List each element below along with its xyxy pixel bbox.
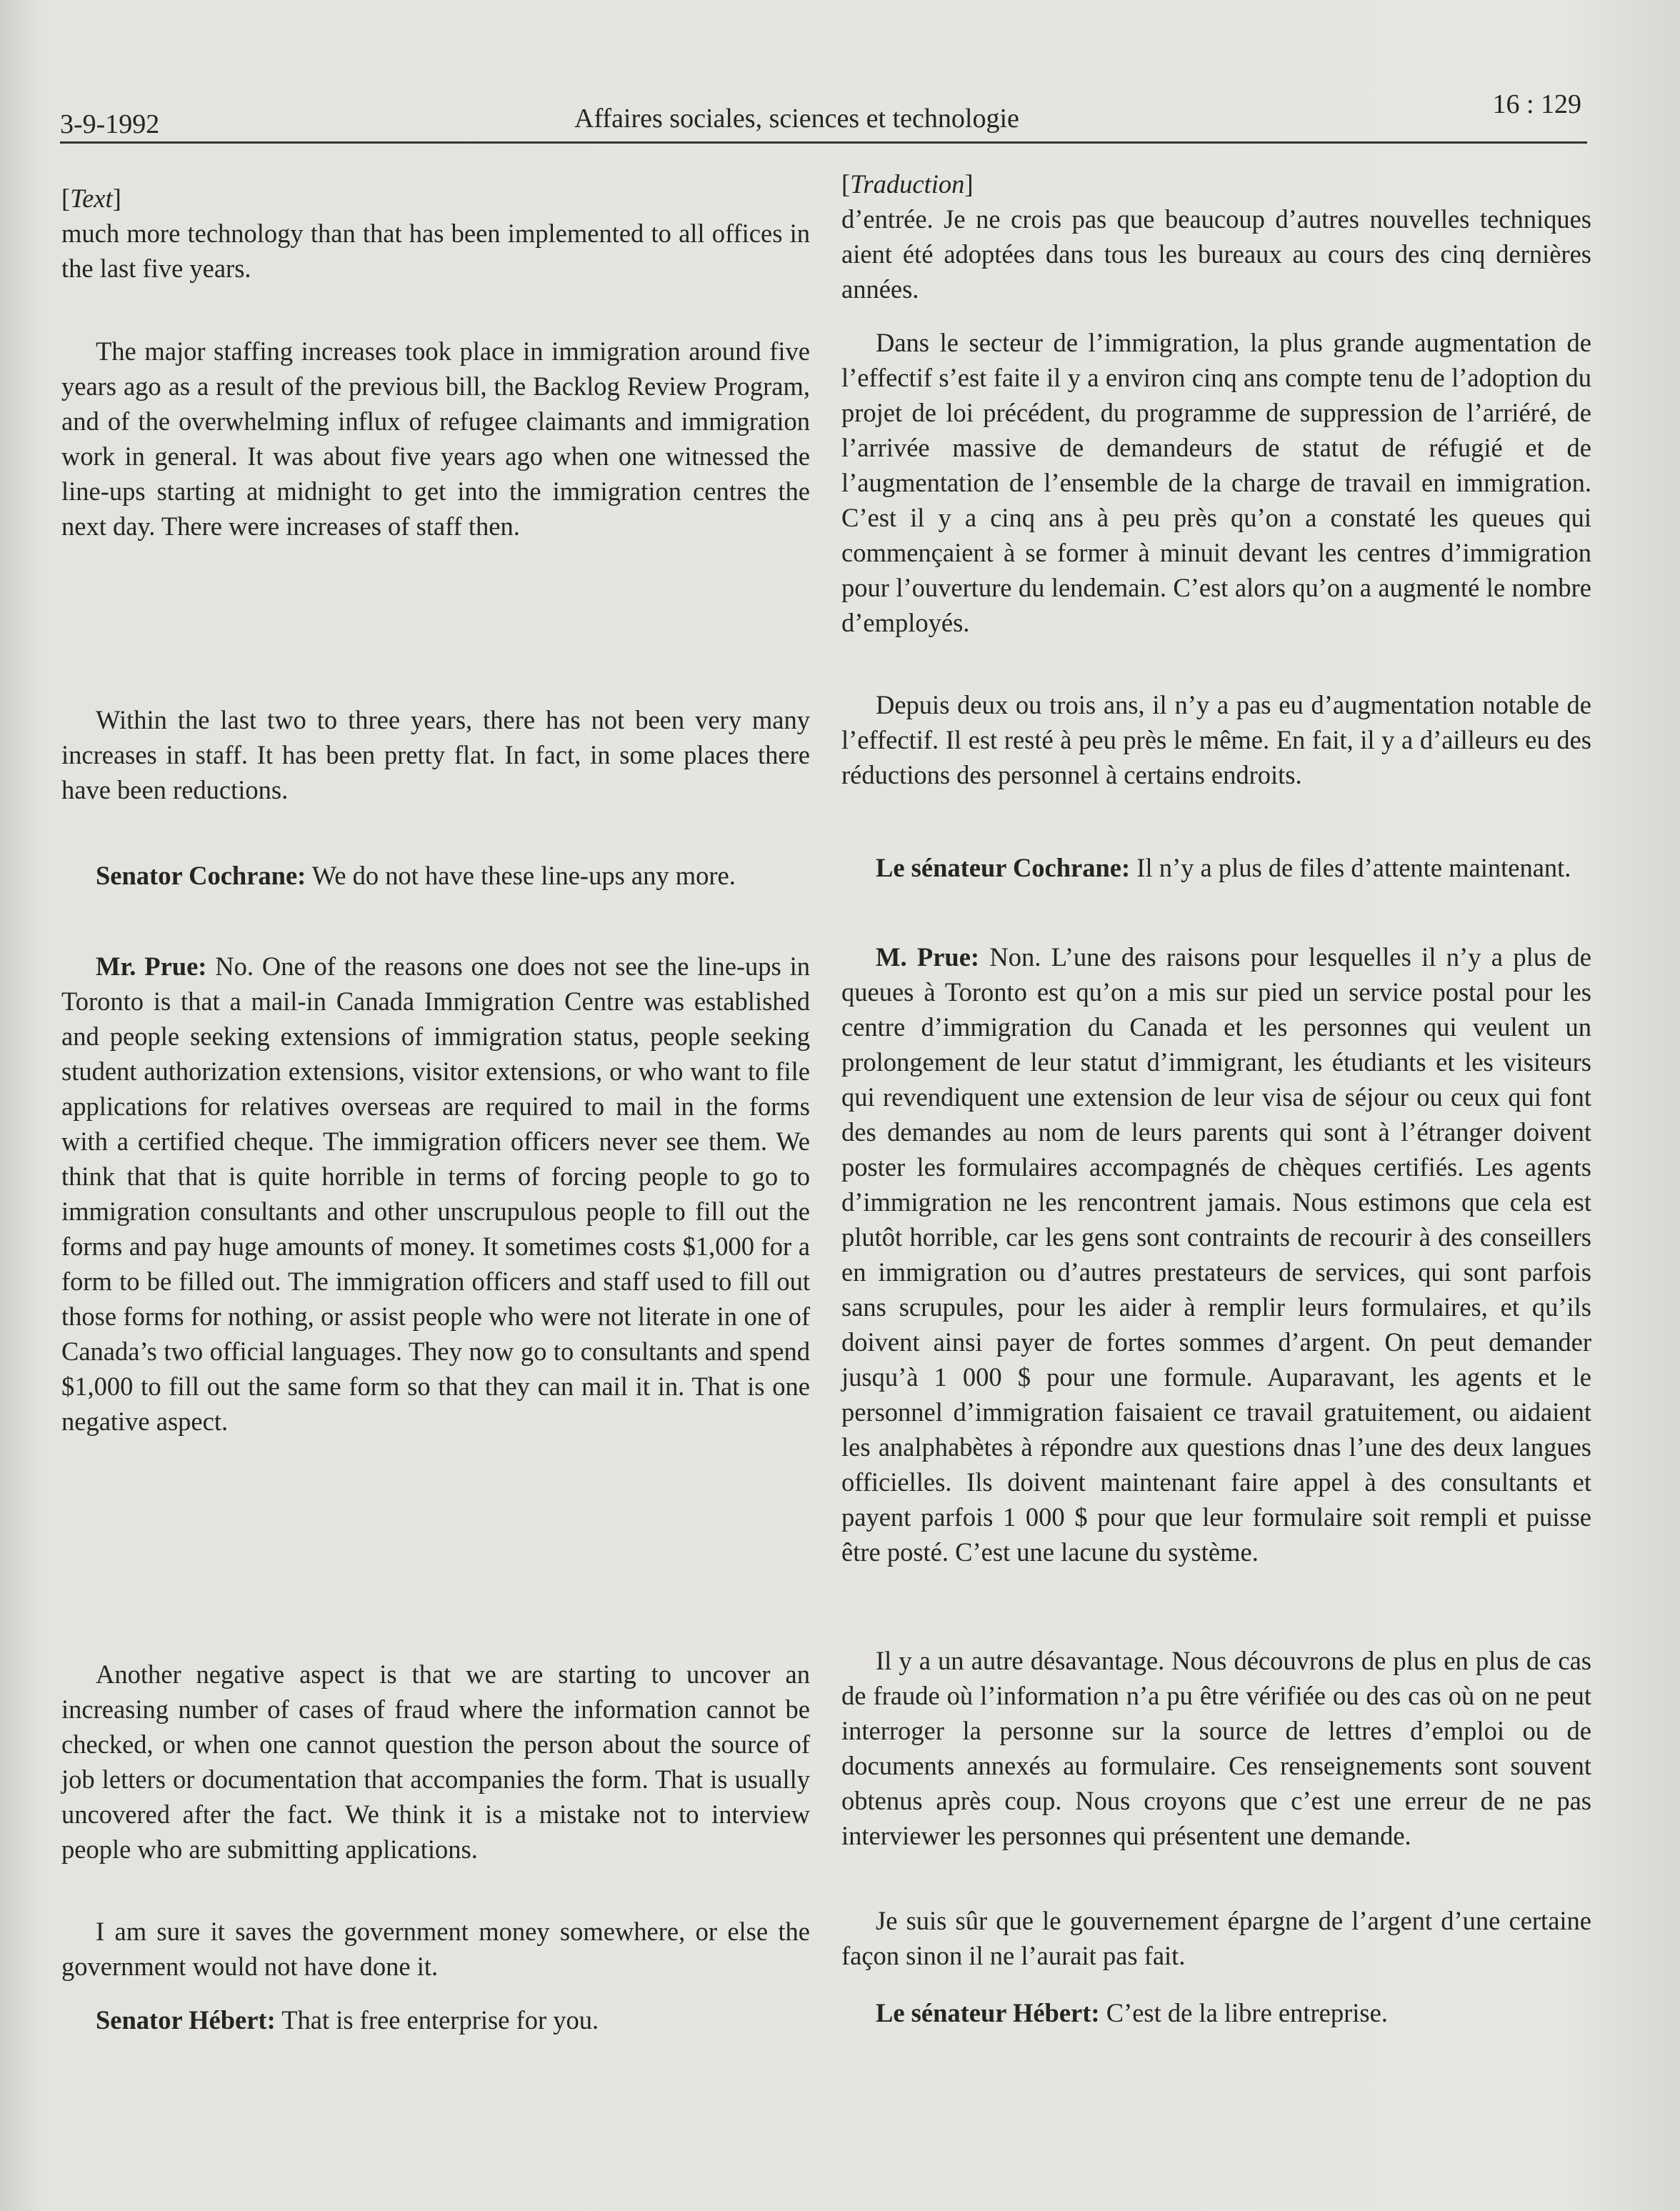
right-column-label: Traduction: [850, 169, 965, 199]
right-paragraph-2: [841, 325, 1591, 640]
speaker-prue-en: Mr. Prue:: [96, 952, 207, 981]
right-p4-text: Il n’y a plus de files d’attente maintenant.: [1130, 853, 1571, 882]
right-p7-text: Je suis sûr que le gouvernement épargne de l’argent d’une certaine façon sinon il ne l’aurait pas fait.: [841, 1906, 1591, 1970]
right-paragraph-3: [841, 687, 1591, 792]
left-paragraph-4: [61, 858, 810, 893]
speaker-hebert-fr: Le sénateur Hébert:: [876, 1998, 1100, 2027]
left-p2-text: The major staffing increases took place in immigration around five years ago as a result of the previous bill, the Backlog Review Program, and of the overwhelming influx of refugee claimants and immigration work in general. It was about five years ago when one witnessed the line-ups starting at midnight to get into the immigration centres the next day. There were increases of staff then.: [61, 336, 810, 541]
right-paragraph-8: [841, 1995, 1591, 2030]
left-paragraph-7: [61, 1914, 810, 1984]
left-p4-text: We do not have these line-ups any more.: [306, 861, 736, 890]
right-paragraph-4: [841, 850, 1591, 885]
right-paragraph-7: [841, 1903, 1591, 1973]
right-label-block: [Traduction]: [841, 169, 974, 199]
speaker-cochrane-en: Senator Cochrane:: [96, 861, 306, 890]
header-title: Affaires sociales, sciences et technologie: [574, 104, 1019, 134]
left-paragraph-8: [61, 2002, 810, 2037]
right-p6-text: Il y a un autre désavantage. Nous découvrons de plus en plus de cas de fraude où l’information n’a pu être vérifiée ou des cas où on ne peut interroger la personne sur la source de lettres d’emploi ou de documents annexés au formulaire. Ces renseignements sont souvent obtenus après coup. Nous croyons que c’est une erreur de ne pas interviewer les personnes qui présentent une demande.: [841, 1646, 1591, 1850]
speaker-cochrane-fr: Le sénateur Cochrane:: [876, 853, 1131, 882]
left-paragraph-5: [61, 949, 810, 1439]
right-paragraph-1: [841, 201, 1591, 306]
speaker-hebert-en: Senator Hébert:: [96, 2005, 276, 2035]
header-page-number: 16 : 129: [1492, 89, 1581, 119]
right-p3-text: Depuis deux ou trois ans, il n’y a pas eu d’augmentation notable de l’effectif. Il est resté à peu près le même. En fait, il y a d’ailleurs eu des réductions des personnel à certains endroits.: [841, 690, 1591, 789]
right-p2-text: Dans le secteur de l’immigration, la plus grande augmentation de l’effectif s’est faite il y a environ cinq ans compte tenu de l’adoption du projet de loi précédent, du programme de suppression de l’arriéré, de l’arrivée massive de demandeurs de statut de réfugié et de l’augmentation de l’ensemble de la charge de travail en immigration. C’est il y a cinq ans à peu près qu’on a constaté les queues qui commençaient à se former à minuit devant les centres d’immigration pour l’ouverture du lendemain. C’est alors qu’on a augmenté le nombre d’employés.: [841, 328, 1591, 637]
left-p8-text: That is free enterprise for you.: [275, 2005, 599, 2035]
left-paragraph-1: [61, 216, 810, 286]
left-paragraph-2: [61, 334, 810, 544]
right-p5-text: Non. L’une des raisons pour lesquelles il n’y a plus de queues à Toronto est qu’on a mis sur pied un service postal pour les centre d’immigration du Canada et les personnes qui veulent un prolongement de leur statut d’immigrant, les étudiants et les visiteurs qui revendiquent une extension de leur visa de séjour ou ceux qui font des demandes au nom de leurs parents qui sont à l’étranger doivent poster les formulaires accompagnés de chèques certifiés. Les agents d’immigration ne les rencontrent jamais. Nous estimons que cela est plutôt horrible, car les gens sont contraints de recourir à des conseillers en immigration ou d’autres prestateurs de services, qui sont parfois sans scrupules, pour les aider à remplir leurs formulaires, et qu’ils doivent ainsi payer de fortes sommes d’argent. On peut demander jusqu’à 1 000 $ pour une formule. Auparavant, les agents et le personnel d’immigration faisaient ce travail gratuitement, ou aidaient les analphabètes à répondre aux questions dnas l’une des deux langues officielles. Ils doivent maintenant faire appel à des consultants et payent parfois 1 000 $ pour que leur formulaire soit rempli et puisse être posté. C’est une lacune du système.: [841, 942, 1591, 1567]
page-header: [60, 84, 1587, 144]
right-paragraph-6: [841, 1643, 1591, 1853]
speaker-prue-fr: M. Prue:: [876, 942, 980, 972]
right-p8-text: C’est de la libre entreprise.: [1099, 1998, 1388, 2027]
left-paragraph-3: [61, 702, 810, 807]
left-label-block: [Text]: [61, 184, 121, 213]
right-p1-text: d’entrée. Je ne crois pas que beaucoup d’autres nouvelles techniques aient été adoptées dans tous les bureaux au cours des cinq dernières années.: [841, 204, 1591, 304]
left-paragraph-6: [61, 1657, 810, 1867]
left-p5-text: No. One of the reasons one does not see the line-ups in Toronto is that a mail-in Canada Immigration Centre was established and people seeking extensions of immigration status, people seeking student authorization extensions, visitor extensions, or who want to file applications for relatives overseas are required to mail in the forms with a certified cheque. The immigration officers never see them. We think that that is quite horrible in terms of forcing people to go to immigration consultants and other unscrupulous people to fill out the forms and pay huge amounts of money. It sometimes costs $1,000 for a form to be filled out. The immigration officers and staff used to fill out those forms for nothing, or assist people who were not literate in one of Canada’s two official languages. They now go to consultants and spend $1,000 to fill out the same form so that they can mail it in. That is one negative aspect.: [61, 952, 810, 1436]
left-p7-text: I am sure it saves the government money somewhere, or else the government would not have done it.: [61, 1917, 810, 1981]
header-date: 3-9-1992: [60, 109, 160, 139]
right-paragraph-5: [841, 939, 1591, 1569]
left-column-label: Text: [70, 184, 113, 213]
left-p6-text: Another negative aspect is that we are starting to uncover an increasing number of cases of fraud where the information cannot be checked, or when one cannot question the person about the source of job letters or documentation that accompanies the form. That is usually uncovered after the fact. We think it is a mistake not to interview people who are submitting applications.: [61, 1660, 810, 1864]
left-p1-text: much more technology than that has been implemented to all offices in the last five years.: [61, 219, 810, 283]
left-p3-text: Within the last two to three years, there has not been very many increases in staff. It has been pretty flat. In fact, in some places there have been reductions.: [61, 705, 810, 804]
